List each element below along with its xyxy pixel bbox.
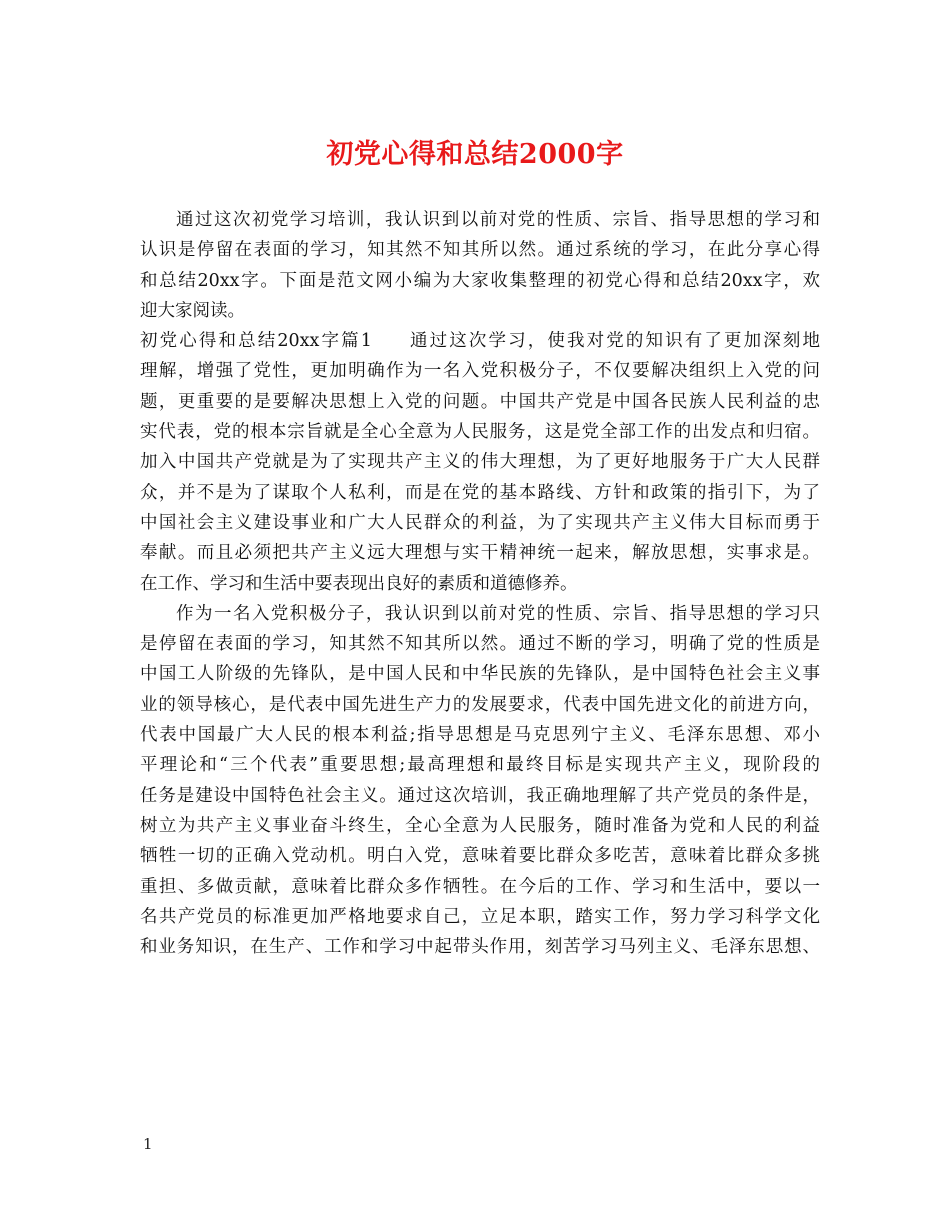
paragraph-line: 树立为共产主义事业奋斗终生，全心全意为人民服务，随时准备为党和人民的利益 (140, 815, 820, 836)
paragraph-line: 平理论和“三个代表”重要思想;最高理想和最终目标是实现共产主义，现阶段的 (140, 755, 820, 776)
paragraph-line: 中国社会主义建设事业和广大人民群众的利益，为了实现共产主义伟大目标而勇于 (140, 512, 820, 533)
paragraph-line: 业的领导核心，是代表中国先进生产力的发展要求，代表中国先进文化的前进方向， (140, 694, 820, 715)
paragraph-line: 重担、多做贡献，意味着比群众多作牺牲。在今后的工作、学习和生活中，要以一 (140, 876, 820, 897)
paragraph-line: 理解，增强了党性，更加明确作为一名入党积极分子，不仅要解决组织上入党的问 (140, 361, 820, 382)
section-heading-line (140, 326, 820, 356)
paragraph-line: 中国工人阶级的先锋队，是中国人民和中华民族的先锋队，是中国特色社会主义事 (140, 664, 820, 685)
document-body (140, 205, 820, 962)
paragraph-line: 是停留在表面的学习，知其然不知其所以然。通过不断的学习，明确了党的性质是 (140, 634, 820, 655)
page-number: 1 (143, 1135, 153, 1153)
paragraph-line: 实代表，党的根本宗旨就是全心全意为人民服务，这是党全部工作的出发点和归宿。 (140, 422, 820, 443)
paragraph-line: 作为一名入党积极分子，我认识到以前对党的性质、宗旨、指导思想的学习只 (176, 603, 820, 624)
paragraph-line: 任务是建设中国特色社会主义。通过这次培训，我正确地理解了共产党员的条件是， (140, 785, 820, 806)
paragraph-line: 题，更重要的是要解决思想上入党的问题。中国共产党是中国各民族人民利益的忠 (140, 391, 820, 412)
paragraph-line: 认识是停留在表面的学习，知其然不知其所以然。通过系统的学习，在此分享心得 (140, 240, 820, 261)
paragraph-line: 加入中国共产党就是为了实现共产主义的伟大理想，为了更好地服务于广大人民群 (140, 452, 820, 473)
paragraph-line: 在工作、学习和生活中要表现出良好的素质和道德修养。 (140, 573, 578, 594)
paragraph-text: 通过这次学习，使我对党的知识有了更加深刻地 (407, 331, 821, 352)
paragraph-line: 奉献。而且必须把共产主义远大理想与实干精神统一起来，解放思想，实事求是。 (140, 543, 820, 564)
document-title: 初党心得和总结2000字 (326, 139, 624, 170)
paragraph-line: 和总结20xx字。下面是范文网小编为大家收集整理的初党心得和总结20xx字，欢 (140, 270, 820, 291)
paragraph-line: 牺牲一切的正确入党动机。明白入党，意味着要比群众多吃苦，意味着比群众多挑 (140, 846, 820, 867)
paragraph-line: 和业务知识，在生产、工作和学习中起带头作用，刻苦学习马列主义、毛泽东思想、 (140, 937, 820, 958)
paragraph-line: 通过这次初党学习培训，我认识到以前对党的性质、宗旨、指导思想的学习和 (176, 210, 820, 230)
paragraph-line: 迎大家阅读。 (140, 300, 245, 321)
paragraph-line: 名共产党员的标准更加严格地要求自己，立足本职，踏实工作，努力学习科学文化 (140, 906, 820, 927)
section-heading: 初党心得和总结20xx字篇1 (140, 331, 372, 352)
paragraph-line: 代表中国最广大人民的根本利益;指导思想是马克思列宁主义、毛泽东思想、邓小 (140, 725, 820, 746)
paragraph-line: 众，并不是为了谋取个人私利，而是在党的基本路线、方针和政策的指引下，为了 (140, 482, 820, 503)
